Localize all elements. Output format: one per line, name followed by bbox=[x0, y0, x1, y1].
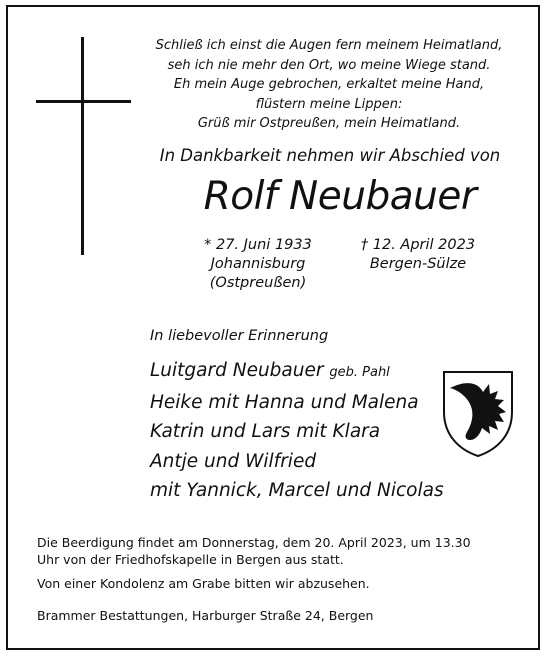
spouse-line bbox=[150, 356, 444, 388]
farewell-intro: In Dankbarkeit nehmen wir Abschied von bbox=[159, 146, 501, 165]
poem-line: Schließ ich einst die Augen fern meinem Heimatland, bbox=[155, 38, 503, 53]
cross-horizontal-bar bbox=[36, 100, 131, 103]
family-list bbox=[150, 356, 444, 506]
family-line: Antje und Wilfried bbox=[150, 450, 317, 472]
undertaker-info: Brammer Bestattungen, Harburger Straße 24, Bergen bbox=[37, 608, 374, 623]
memory-heading: In liebevoller Erinnerung bbox=[150, 328, 329, 344]
elk-antler-crest-icon bbox=[440, 368, 516, 458]
deceased-name: Rolf Neubauer bbox=[203, 174, 477, 219]
funeral-line: Die Beerdigung findet am Donnerstag, dem 20. April 2023, um 13.30 bbox=[37, 535, 471, 550]
poem-line: Eh mein Auge gebrochen, erkaltet meine Hand, bbox=[173, 77, 485, 92]
birth-info bbox=[178, 236, 338, 293]
spouse-maiden-name: geb. Pahl bbox=[329, 365, 390, 380]
death-place: Bergen-Sülze bbox=[369, 256, 467, 272]
family-line: mit Yannick, Marcel und Nicolas bbox=[150, 480, 444, 501]
birth-region: (Ostpreußen) bbox=[209, 275, 307, 291]
funeral-details bbox=[37, 535, 517, 568]
birth-place: Johannisburg bbox=[210, 256, 306, 272]
family-line: Heike mit Hanna und Malena bbox=[150, 391, 419, 413]
poem-line: seh ich nie mehr den Ort, wo meine Wiege stand. bbox=[167, 57, 491, 73]
poem bbox=[120, 36, 538, 134]
funeral-line: Uhr von der Friedhofskapelle in Bergen aus statt. bbox=[37, 551, 344, 567]
family-line: Katrin und Lars mit Klara bbox=[150, 421, 381, 442]
condolence-note: Von einer Kondolenz am Grabe bitten wir abzusehen. bbox=[37, 576, 370, 591]
poem-line: flüstern meine Lippen: bbox=[255, 96, 403, 112]
poem-line: Grüß mir Ostpreußen, mein Heimatland. bbox=[197, 116, 461, 131]
cross-vertical-bar bbox=[81, 37, 84, 255]
birth-date: * 27. Juni 1933 bbox=[204, 237, 312, 253]
death-info bbox=[338, 236, 498, 274]
death-date: † 12. April 2023 bbox=[360, 237, 476, 253]
spouse-name: Luitgard Neubauer bbox=[150, 360, 324, 381]
